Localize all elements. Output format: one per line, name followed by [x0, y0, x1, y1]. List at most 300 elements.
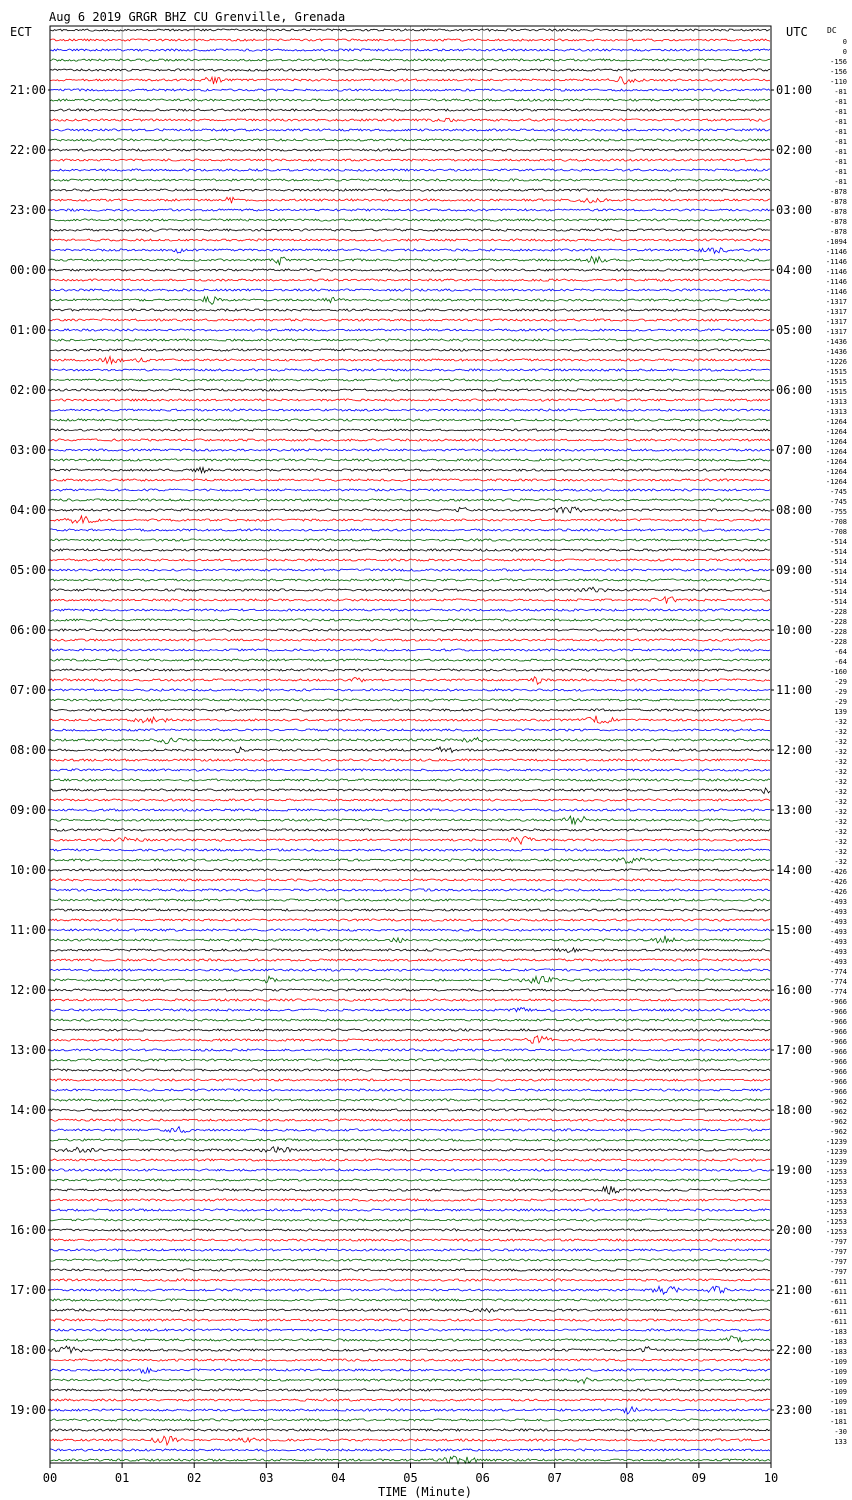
- dc-offset-label: -708: [830, 528, 847, 536]
- left-hour-label: 08:00: [9, 743, 46, 757]
- dc-offset-label: -183: [830, 1338, 847, 1346]
- dc-offset-label: -1436: [825, 348, 847, 356]
- dc-offset-label: -966: [830, 1078, 847, 1086]
- trace-row: [50, 459, 770, 461]
- dc-offset-label: -514: [830, 598, 847, 606]
- trace-row: [50, 1368, 770, 1373]
- trace-row: [50, 356, 770, 363]
- trace-row: [50, 689, 770, 691]
- dc-offset-label: -797: [830, 1258, 847, 1266]
- seismic-traces: [50, 29, 770, 1464]
- trace-row: [50, 539, 770, 541]
- dc-offset-label: -81: [834, 138, 847, 146]
- dc-offset-label: -1515: [825, 378, 847, 386]
- trace-row: [50, 1249, 770, 1251]
- trace-row: [50, 169, 770, 171]
- trace-row: [50, 49, 770, 51]
- dc-offset-label: -32: [834, 808, 847, 816]
- trace-row: [50, 1099, 770, 1101]
- trace-row: [50, 989, 770, 991]
- dc-offset-label: -1317: [825, 328, 847, 336]
- dc-offset-label: -32: [834, 778, 847, 786]
- trace-row: [50, 1069, 770, 1071]
- dc-offset-label: -493: [830, 938, 847, 946]
- dc-offset-label: -32: [834, 748, 847, 756]
- dc-offset-label: -1264: [825, 468, 847, 476]
- dc-offset-label: -962: [830, 1128, 847, 1136]
- dc-offset-label: -426: [830, 888, 847, 896]
- dc-offset-label: -1515: [825, 388, 847, 396]
- dc-offset-label: -962: [830, 1118, 847, 1126]
- dc-offset-label: -1317: [825, 298, 847, 306]
- minute-gridlines: [122, 26, 699, 1463]
- trace-row: [50, 1389, 770, 1391]
- dc-offset-label: -878: [830, 228, 847, 236]
- dc-offset-label: -1239: [825, 1148, 847, 1156]
- dc-offset-label: -1264: [825, 428, 847, 436]
- trace-row: [50, 1059, 770, 1061]
- dc-offset-label: -1313: [825, 398, 847, 406]
- trace-row: [50, 559, 770, 561]
- trace-row: [50, 99, 770, 101]
- trace-row: [50, 39, 770, 41]
- trace-row: [50, 118, 770, 122]
- trace-row: [50, 329, 770, 331]
- trace-row: [50, 649, 770, 651]
- dc-offset-label: -183: [830, 1348, 847, 1356]
- dc-offset-label: -156: [830, 58, 847, 66]
- left-hour-label: 07:00: [9, 683, 46, 697]
- trace-row: [50, 929, 770, 931]
- right-hour-label: 17:00: [776, 1043, 813, 1057]
- trace-row: [50, 549, 770, 551]
- trace-row: [50, 1008, 770, 1012]
- dc-offset-label: -966: [830, 1048, 847, 1056]
- dc-offset-label: -1146: [825, 288, 847, 296]
- dc-offset-label: -32: [834, 728, 847, 736]
- trace-row: [50, 159, 770, 161]
- trace-row: [50, 1286, 770, 1294]
- trace-row: [50, 1279, 770, 1281]
- trace-row: [50, 1119, 770, 1121]
- trace-row: [50, 1269, 770, 1271]
- trace-row: [50, 587, 770, 592]
- dc-offset-label: -426: [830, 868, 847, 876]
- trace-row: [50, 699, 770, 701]
- trace-row: [50, 619, 770, 621]
- right-hour-label: 23:00: [776, 1403, 813, 1417]
- trace-row: [50, 969, 770, 971]
- dc-offset-label: -110: [830, 78, 847, 86]
- left-hour-label: 02:00: [9, 383, 46, 397]
- trace-row: [50, 1139, 770, 1141]
- left-hour-label: 19:00: [9, 1403, 46, 1417]
- x-tick-label: 01: [114, 1471, 130, 1485]
- dc-offset-label: -30: [834, 1428, 847, 1436]
- trace-row: [50, 829, 770, 831]
- trace-row: [50, 1419, 770, 1421]
- trace-row: [50, 1429, 770, 1431]
- trace-row: [50, 1159, 770, 1161]
- right-hour-label: 09:00: [776, 563, 813, 577]
- dc-offset-label: 0: [842, 48, 847, 56]
- x-tick-label: 08: [619, 1471, 635, 1485]
- right-hour-label: 07:00: [776, 443, 813, 457]
- trace-row: [50, 1299, 770, 1301]
- trace-row: [50, 149, 770, 151]
- trace-row: [50, 1179, 770, 1181]
- trace-row: [50, 379, 770, 381]
- dc-offset-label: -64: [834, 658, 847, 666]
- trace-row: [50, 449, 770, 451]
- left-hour-labels: [10, 83, 50, 1417]
- dc-offset-label: -1317: [825, 318, 847, 326]
- right-hour-label: 21:00: [776, 1283, 813, 1297]
- trace-row: [50, 248, 770, 254]
- dc-offset-label: -878: [830, 198, 847, 206]
- dc-offset-label: 133: [834, 1438, 847, 1446]
- trace-row: [50, 1029, 770, 1031]
- dc-offset-label: -1146: [825, 248, 847, 256]
- dc-offset-label: -774: [830, 968, 847, 976]
- dc-offset-label: -156: [830, 68, 847, 76]
- left-hour-label: 12:00: [9, 983, 46, 997]
- x-axis-label: TIME (Minute): [378, 1485, 472, 1499]
- dc-offset-label: -109: [830, 1388, 847, 1396]
- dc-offset-labels: [826, 38, 847, 1446]
- trace-row: [50, 1127, 770, 1133]
- left-hour-label: 00:00: [9, 263, 46, 277]
- trace-row: [50, 709, 770, 711]
- dc-offset-label: -755: [830, 508, 847, 516]
- trace-row: [50, 269, 770, 271]
- dc-offset-label: -426: [830, 878, 847, 886]
- trace-row: [50, 69, 770, 71]
- right-hour-label: 15:00: [776, 923, 813, 937]
- dc-offset-label: -966: [830, 1068, 847, 1076]
- trace-row: [50, 499, 770, 501]
- trace-row: [50, 1378, 770, 1384]
- x-tick-label: 05: [403, 1471, 418, 1485]
- left-hour-label: 06:00: [9, 623, 46, 637]
- dc-offset-label: -878: [830, 208, 847, 216]
- trace-row: [50, 677, 770, 685]
- dc-offset-label: -1253: [825, 1218, 847, 1226]
- trace-row: [50, 889, 770, 891]
- trace-row: [50, 189, 770, 191]
- dc-offset-label: -611: [830, 1298, 847, 1306]
- trace-row: [50, 659, 770, 661]
- trace-row: [50, 609, 770, 611]
- dc-offset-label: -1317: [825, 308, 847, 316]
- dc-offset-label: -1515: [825, 368, 847, 376]
- dc-offset-label: -514: [830, 558, 847, 566]
- dc-offset-label: -797: [830, 1248, 847, 1256]
- trace-row: [50, 799, 770, 801]
- dc-offset-label: -228: [830, 628, 847, 636]
- dc-offset-label: -1146: [825, 258, 847, 266]
- dc-offset-header: DC: [827, 26, 837, 35]
- trace-row: [50, 1219, 770, 1221]
- trace-row: [50, 747, 770, 753]
- dc-offset-label: -797: [830, 1238, 847, 1246]
- dc-offset-label: -611: [830, 1288, 847, 1296]
- trace-row: [50, 716, 770, 724]
- trace-row: [50, 239, 770, 241]
- right-hour-label: 03:00: [776, 203, 813, 217]
- right-hour-label: 08:00: [776, 503, 813, 517]
- dc-offset-label: -81: [834, 118, 847, 126]
- trace-row: [50, 919, 770, 921]
- trace-row: [50, 1079, 770, 1081]
- dc-offset-label: -81: [834, 98, 847, 106]
- dc-offset-label: -29: [834, 678, 847, 686]
- trace-row: [50, 759, 770, 761]
- dc-offset-label: -181: [830, 1408, 847, 1416]
- dc-offset-label: -181: [830, 1418, 847, 1426]
- dc-offset-label: -493: [830, 928, 847, 936]
- dc-offset-label: -966: [830, 1058, 847, 1066]
- trace-row: [50, 77, 770, 84]
- trace-row: [50, 479, 770, 481]
- trace-row: [50, 59, 770, 61]
- trace-row: [50, 289, 770, 291]
- trace-row: [50, 816, 770, 824]
- trace-row: [50, 339, 770, 341]
- trace-row: [50, 319, 770, 321]
- dc-offset-label: -29: [834, 698, 847, 706]
- right-hour-label: 05:00: [776, 323, 813, 337]
- right-hour-label: 19:00: [776, 1163, 813, 1177]
- dc-offset-label: -81: [834, 148, 847, 156]
- dc-offset-label: -228: [830, 638, 847, 646]
- trace-row: [50, 769, 770, 771]
- trace-row: [50, 579, 770, 581]
- dc-offset-label: -228: [830, 618, 847, 626]
- trace-row: [50, 109, 770, 111]
- trace-row: [50, 219, 770, 221]
- trace-row: [50, 899, 770, 901]
- right-hour-label: 10:00: [776, 623, 813, 637]
- dc-offset-label: -109: [830, 1358, 847, 1366]
- trace-row: [50, 779, 770, 781]
- right-hour-label: 20:00: [776, 1223, 813, 1237]
- dc-offset-label: -32: [834, 858, 847, 866]
- dc-offset-label: -81: [834, 108, 847, 116]
- right-hour-label: 13:00: [776, 803, 813, 817]
- trace-row: [50, 1436, 770, 1445]
- right-hour-label: 01:00: [776, 83, 813, 97]
- dc-offset-label: -1436: [825, 338, 847, 346]
- dc-offset-label: -1253: [825, 1188, 847, 1196]
- dc-offset-label: -966: [830, 1088, 847, 1096]
- trace-row: [50, 809, 770, 811]
- trace-row: [50, 349, 770, 351]
- left-hour-label: 23:00: [9, 203, 46, 217]
- right-hour-label: 04:00: [776, 263, 813, 277]
- trace-row: [50, 179, 770, 181]
- left-hour-label: 03:00: [9, 443, 46, 457]
- dc-offset-label: -32: [834, 838, 847, 846]
- x-tick-label: 00: [42, 1471, 58, 1485]
- dc-offset-label: -745: [830, 488, 847, 496]
- dc-offset-label: -745: [830, 498, 847, 506]
- x-axis-ticks: [43, 1463, 778, 1485]
- trace-row: [50, 389, 770, 391]
- trace-row: [50, 139, 770, 141]
- dc-offset-label: -1253: [825, 1168, 847, 1176]
- dc-offset-label: -514: [830, 588, 847, 596]
- trace-row: [50, 197, 770, 203]
- chart-title: Aug 6 2019 GRGR BHZ CU Grenville, Grenada: [49, 10, 346, 24]
- left-hour-label: 04:00: [9, 503, 46, 517]
- dc-offset-label: -1253: [825, 1208, 847, 1216]
- dc-offset-label: -1264: [825, 478, 847, 486]
- left-hour-label: 18:00: [9, 1343, 46, 1357]
- left-hour-label: 09:00: [9, 803, 46, 817]
- dc-offset-label: -1253: [825, 1178, 847, 1186]
- trace-row: [50, 297, 770, 305]
- dc-offset-label: -1264: [825, 448, 847, 456]
- trace-row: [50, 788, 770, 794]
- x-tick-label: 07: [547, 1471, 562, 1485]
- trace-row: [50, 1199, 770, 1201]
- trace-row: [50, 369, 770, 371]
- right-hour-label: 06:00: [776, 383, 813, 397]
- dc-offset-label: -1253: [825, 1228, 847, 1236]
- trace-row: [50, 639, 770, 641]
- trace-row: [50, 738, 770, 744]
- dc-offset-label: -514: [830, 548, 847, 556]
- trace-row: [50, 529, 770, 531]
- dc-offset-label: -966: [830, 1028, 847, 1036]
- dc-offset-label: -64: [834, 648, 847, 656]
- trace-row: [50, 439, 770, 441]
- dc-offset-label: -29: [834, 688, 847, 696]
- trace-row: [50, 959, 770, 961]
- trace-row: [50, 467, 770, 473]
- dc-offset-label: -81: [834, 168, 847, 176]
- dc-offset-label: -514: [830, 568, 847, 576]
- dc-offset-label: -32: [834, 848, 847, 856]
- x-tick-label: 02: [186, 1471, 202, 1485]
- trace-row: [50, 858, 770, 864]
- trace-row: [50, 836, 770, 844]
- trace-row: [50, 1229, 770, 1231]
- trace-row: [50, 1186, 770, 1194]
- trace-row: [50, 1407, 770, 1414]
- dc-offset-label: -228: [830, 608, 847, 616]
- right-timezone-label: UTC: [786, 25, 808, 39]
- trace-row: [50, 976, 770, 984]
- trace-row: [50, 409, 770, 411]
- trace-row: [50, 948, 770, 953]
- trace-row: [50, 129, 770, 131]
- x-tick-label: 03: [259, 1471, 274, 1485]
- dc-offset-label: -962: [830, 1098, 847, 1106]
- right-hour-label: 12:00: [776, 743, 813, 757]
- trace-row: [50, 429, 770, 431]
- trace-row: [50, 669, 770, 671]
- dc-offset-label: 139: [834, 708, 847, 716]
- right-hour-label: 22:00: [776, 1343, 813, 1357]
- dc-offset-label: -1313: [825, 408, 847, 416]
- dc-offset-label: -1146: [825, 278, 847, 286]
- right-hour-labels: [771, 83, 812, 1417]
- trace-row: [50, 279, 770, 281]
- dc-offset-label: -81: [834, 88, 847, 96]
- dc-offset-label: -109: [830, 1368, 847, 1376]
- dc-offset-label: 0: [842, 38, 847, 46]
- dc-offset-label: -493: [830, 948, 847, 956]
- right-hour-label: 18:00: [776, 1103, 813, 1117]
- left-hour-label: 13:00: [9, 1043, 46, 1057]
- dc-offset-label: -493: [830, 908, 847, 916]
- trace-row: [50, 569, 770, 571]
- dc-offset-label: -81: [834, 128, 847, 136]
- trace-row: [50, 29, 770, 31]
- dc-offset-label: -966: [830, 998, 847, 1006]
- trace-row: [50, 729, 770, 731]
- dc-offset-label: -774: [830, 978, 847, 986]
- x-tick-label: 10: [763, 1471, 779, 1485]
- trace-row: [50, 489, 770, 491]
- dc-offset-label: -878: [830, 218, 847, 226]
- dc-offset-label: -160: [830, 668, 847, 676]
- trace-row: [50, 516, 770, 523]
- trace-row: [50, 1259, 770, 1261]
- trace-row: [50, 1089, 770, 1091]
- trace-row: [50, 629, 770, 631]
- trace-row: [50, 1209, 770, 1211]
- left-hour-label: 15:00: [9, 1163, 46, 1177]
- dc-offset-label: -1264: [825, 438, 847, 446]
- left-hour-label: 21:00: [9, 83, 46, 97]
- trace-row: [50, 1329, 770, 1331]
- trace-row: [50, 1319, 770, 1321]
- left-hour-label: 11:00: [9, 923, 46, 937]
- dc-offset-label: -611: [830, 1318, 847, 1326]
- dc-offset-label: -611: [830, 1308, 847, 1316]
- dc-offset-label: -493: [830, 918, 847, 926]
- dc-offset-label: -1253: [825, 1198, 847, 1206]
- dc-offset-label: -32: [834, 768, 847, 776]
- trace-row: [50, 1359, 770, 1361]
- trace-row: [50, 1049, 770, 1051]
- left-hour-label: 05:00: [9, 563, 46, 577]
- trace-row: [50, 1019, 770, 1021]
- x-tick-label: 04: [331, 1471, 346, 1485]
- left-hour-label: 22:00: [9, 143, 46, 157]
- right-hour-label: 14:00: [776, 863, 813, 877]
- trace-row: [50, 879, 770, 881]
- dc-offset-label: -1226: [825, 358, 847, 366]
- trace-row: [50, 419, 770, 421]
- trace-row: [50, 1449, 770, 1451]
- dc-offset-label: -32: [834, 738, 847, 746]
- dc-offset-label: -32: [834, 718, 847, 726]
- dc-offset-label: -797: [830, 1268, 847, 1276]
- left-hour-label: 10:00: [9, 863, 46, 877]
- dc-offset-label: -514: [830, 578, 847, 586]
- dc-offset-label: -966: [830, 1018, 847, 1026]
- trace-row: [50, 209, 770, 211]
- trace-row: [50, 999, 770, 1001]
- dc-offset-label: -109: [830, 1378, 847, 1386]
- trace-row: [50, 1036, 770, 1043]
- dc-offset-label: -1264: [825, 458, 847, 466]
- dc-offset-label: -966: [830, 1008, 847, 1016]
